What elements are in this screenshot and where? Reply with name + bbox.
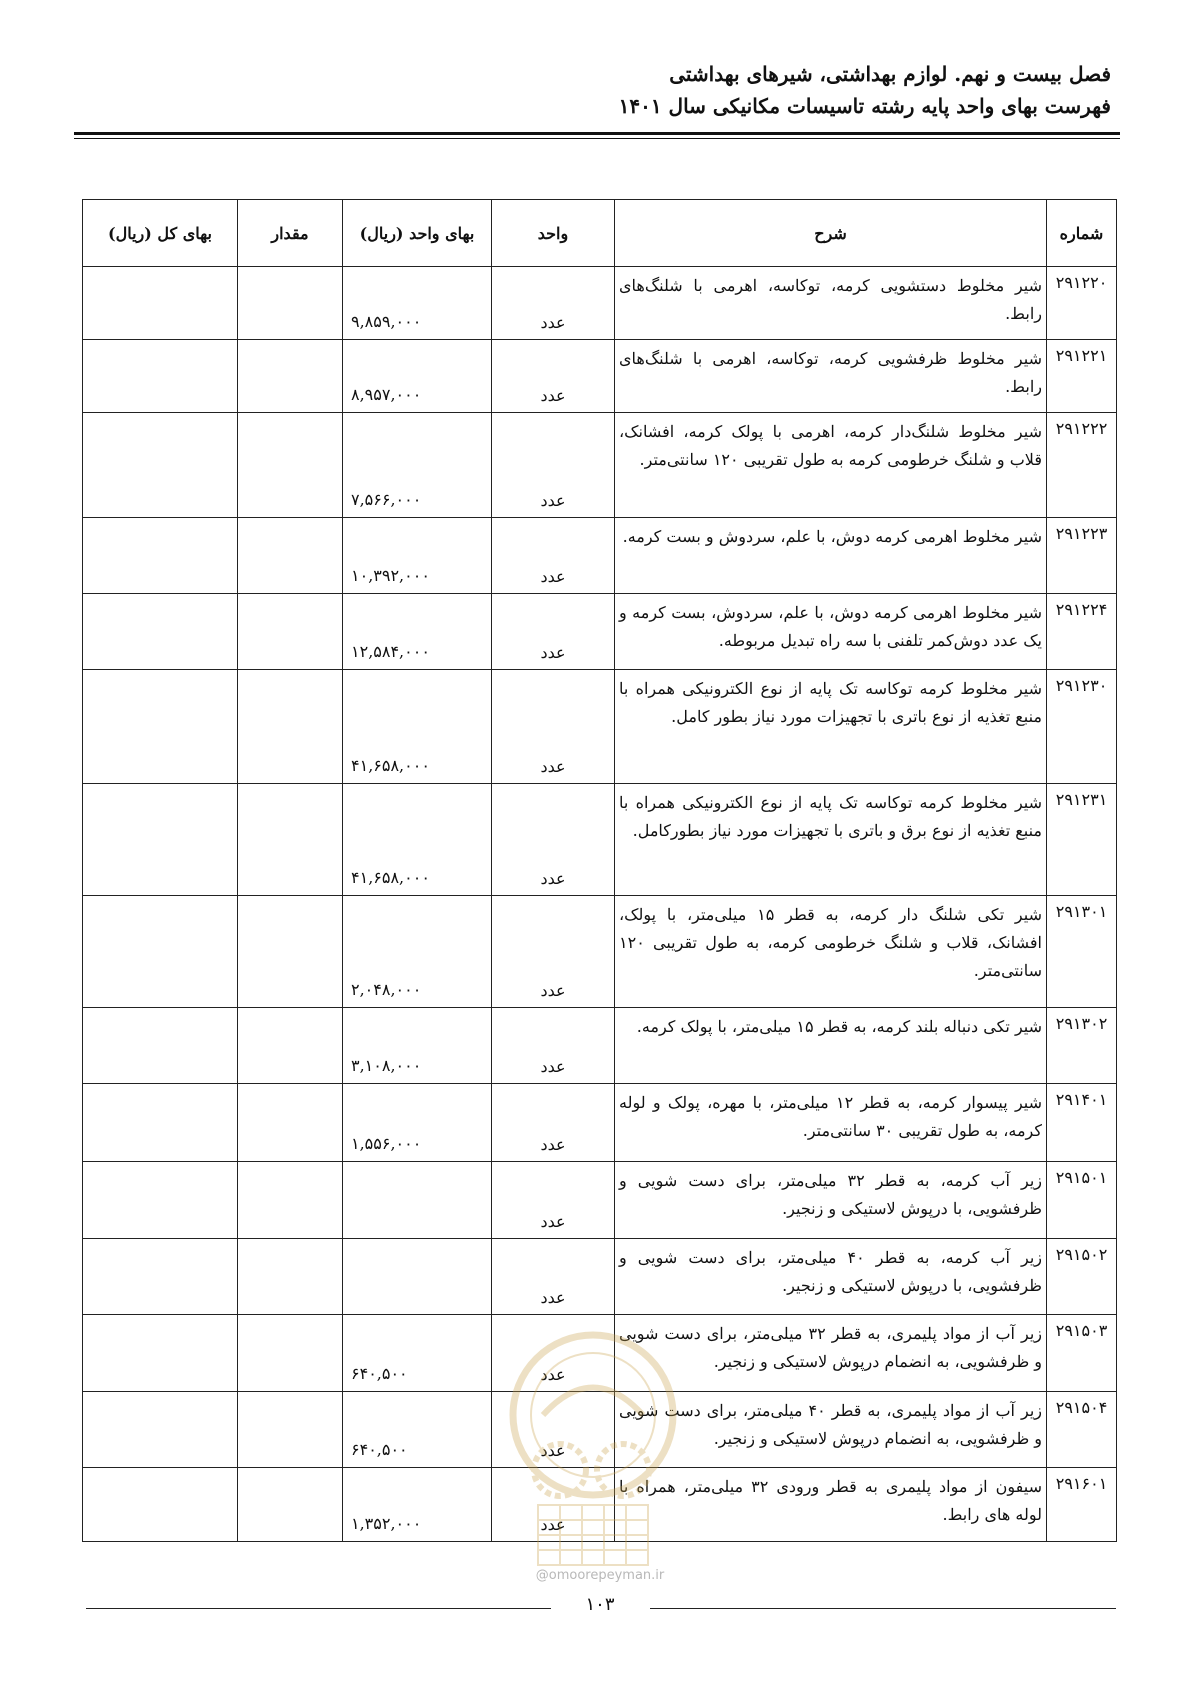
- item-unit: عدد: [492, 1392, 615, 1468]
- item-number: ۲۹۱۴۰۱: [1047, 1084, 1117, 1162]
- item-total-price: [83, 1084, 238, 1162]
- item-description: شیر تکی دنباله بلند کرمه، به قطر ۱۵ میلی‌متر، با پولک کرمه.: [615, 1008, 1047, 1084]
- item-unit-price: ۱,۵۵۶,۰۰۰: [343, 1084, 492, 1162]
- item-unit: عدد: [492, 594, 615, 670]
- item-unit: عدد: [492, 1084, 615, 1162]
- item-description: شیر مخلوط اهرمی کرمه دوش، با علم، سردوش و بست کرمه.: [615, 518, 1047, 594]
- item-quantity: [238, 1162, 343, 1239]
- header-rule-thin: [74, 138, 1120, 139]
- footer-rule-left: [86, 1608, 551, 1609]
- table-row: [83, 1008, 1117, 1084]
- item-quantity: [238, 267, 343, 340]
- table-row: [83, 340, 1117, 413]
- item-number: ۲۹۱۲۲۲: [1047, 413, 1117, 518]
- footer-rule-right: [650, 1608, 1116, 1609]
- item-quantity: [238, 670, 343, 784]
- item-total-price: [83, 1392, 238, 1468]
- item-quantity: [238, 340, 343, 413]
- item-unit-price: ۶۴۰,۵۰۰: [343, 1392, 492, 1468]
- table-row: [83, 1392, 1117, 1468]
- item-description: زیر آب کرمه، به قطر ۳۲ میلی‌متر، برای دست شویی و ظرفشویی، با درپوش لاستیکی و زنجیر.: [615, 1162, 1047, 1239]
- column-header-unit: واحد: [492, 200, 615, 267]
- item-total-price: [83, 1468, 238, 1542]
- item-unit-price: ۹,۸۵۹,۰۰۰: [343, 267, 492, 340]
- item-unit-price: [343, 1162, 492, 1239]
- item-description: شیر مخلوط کرمه توکاسه تک پایه از نوع الکترونیکی همراه با منبع تغذیه از نوع برق و باتری با تجهیزات مورد نیاز بطورکامل.: [615, 784, 1047, 896]
- item-total-price: [83, 1162, 238, 1239]
- item-unit-price: ۸,۹۵۷,۰۰۰: [343, 340, 492, 413]
- item-description: شیر مخلوط اهرمی کرمه دوش، با علم، سردوش، بست کرمه و یک عدد دوش‌کمر تلفنی با سه راه تبدیل مربوطه.: [615, 594, 1047, 670]
- item-quantity: [238, 1315, 343, 1392]
- item-unit: عدد: [492, 1315, 615, 1392]
- item-quantity: [238, 896, 343, 1008]
- table-row: [83, 1468, 1117, 1542]
- item-unit-price: ۱۰,۳۹۲,۰۰۰: [343, 518, 492, 594]
- item-quantity: [238, 413, 343, 518]
- item-total-price: [83, 340, 238, 413]
- table-row: [83, 1084, 1117, 1162]
- item-description: شیر مخلوط شلنگ‌دار کرمه، اهرمی با پولک کرمه، افشانک، قلاب و شلنگ خرطومی کرمه به طول تقریبی ۱۲۰ سانتی‌متر.: [615, 413, 1047, 518]
- item-unit-price: ۲,۰۴۸,۰۰۰: [343, 896, 492, 1008]
- item-unit: عدد: [492, 1239, 615, 1315]
- item-total-price: [83, 267, 238, 340]
- item-quantity: [238, 1239, 343, 1315]
- item-unit: عدد: [492, 896, 615, 1008]
- table-row: [83, 784, 1117, 896]
- item-unit-price: ۳,۱۰۸,۰۰۰: [343, 1008, 492, 1084]
- table-row: [83, 896, 1117, 1008]
- item-number: ۲۹۱۲۲۴: [1047, 594, 1117, 670]
- item-total-price: [83, 1008, 238, 1084]
- item-description: شیر مخلوط دستشویی کرمه، توکاسه، اهرمی با شلنگ‌های رابط.: [615, 267, 1047, 340]
- item-description: شیر مخلوط کرمه توکاسه تک پایه از نوع الکترونیکی همراه با منبع تغذیه از نوع باتری با تجهیزات مورد نیاز بطور کامل.: [615, 670, 1047, 784]
- item-quantity: [238, 1084, 343, 1162]
- item-number: ۲۹۱۲۳۱: [1047, 784, 1117, 896]
- table-row: [83, 670, 1117, 784]
- item-quantity: [238, 1392, 343, 1468]
- item-unit-price: ۴۱,۶۵۸,۰۰۰: [343, 670, 492, 784]
- item-total-price: [83, 1239, 238, 1315]
- chapter-title: فصل بیست و نهم. لوازم بهداشتی، شیرهای بهداشتی: [669, 62, 1111, 86]
- item-total-price: [83, 670, 238, 784]
- item-unit: عدد: [492, 1468, 615, 1542]
- item-unit: عدد: [492, 670, 615, 784]
- item-number: ۲۹۱۶۰۱: [1047, 1468, 1117, 1542]
- table-row: [83, 518, 1117, 594]
- column-header-number: شماره: [1047, 200, 1117, 267]
- item-quantity: [238, 518, 343, 594]
- price-list-title: فهرست بهای واحد پایه رشته تاسیسات مکانیکی سال ۱۴۰۱: [618, 94, 1111, 118]
- column-header-quantity: مقدار: [238, 200, 343, 267]
- item-quantity: [238, 1008, 343, 1084]
- table-row: [83, 413, 1117, 518]
- item-unit: عدد: [492, 413, 615, 518]
- item-number: ۲۹۱۵۰۳: [1047, 1315, 1117, 1392]
- item-unit-price: ۱,۳۵۲,۰۰۰: [343, 1468, 492, 1542]
- item-description: سیفون از مواد پلیمری به قطر ورودی ۳۲ میلی‌متر، همراه با لوله های رابط.: [615, 1468, 1047, 1542]
- column-header-total-price: بهای کل (ریال): [83, 200, 238, 267]
- item-number: ۲۹۱۵۰۲: [1047, 1239, 1117, 1315]
- page-number: ۱۰۳: [585, 1594, 615, 1615]
- item-unit-price: ۶۴۰,۵۰۰: [343, 1315, 492, 1392]
- item-total-price: [83, 784, 238, 896]
- table-row: [83, 1162, 1117, 1239]
- item-unit-price: ۴۱,۶۵۸,۰۰۰: [343, 784, 492, 896]
- item-unit: عدد: [492, 1008, 615, 1084]
- item-total-price: [83, 896, 238, 1008]
- item-total-price: [83, 594, 238, 670]
- price-table: [82, 199, 1117, 1542]
- item-number: ۲۹۱۵۰۱: [1047, 1162, 1117, 1239]
- item-total-price: [83, 518, 238, 594]
- item-total-price: [83, 413, 238, 518]
- item-unit-price: ۱۲,۵۸۴,۰۰۰: [343, 594, 492, 670]
- item-number: ۲۹۱۳۰۱: [1047, 896, 1117, 1008]
- item-unit-price: [343, 1239, 492, 1315]
- item-unit: عدد: [492, 340, 615, 413]
- item-number: ۲۹۱۲۲۰: [1047, 267, 1117, 340]
- table-row: [83, 594, 1117, 670]
- column-header-unit-price: بهای واحد (ریال): [343, 200, 492, 267]
- table-header-row: [83, 200, 1117, 267]
- item-description: شیر مخلوط ظرفشویی کرمه، توکاسه، اهرمی با شلنگ‌های رابط.: [615, 340, 1047, 413]
- item-quantity: [238, 1468, 343, 1542]
- header-rule-thick: [74, 132, 1120, 135]
- item-number: ۲۹۱۳۰۲: [1047, 1008, 1117, 1084]
- item-unit: عدد: [492, 784, 615, 896]
- item-number: ۲۹۱۲۲۳: [1047, 518, 1117, 594]
- item-description: زیر آب کرمه، به قطر ۴۰ میلی‌متر، برای دست شویی و ظرفشویی، با درپوش لاستیکی و زنجیر.: [615, 1239, 1047, 1315]
- item-unit: عدد: [492, 518, 615, 594]
- item-description: شیر پیسوار کرمه، به قطر ۱۲ میلی‌متر، با مهره، پولک و لوله کرمه، به طول تقریبی ۳۰ سانتی‌متر.: [615, 1084, 1047, 1162]
- item-unit-price: ۷,۵۶۶,۰۰۰: [343, 413, 492, 518]
- item-number: ۲۹۱۵۰۴: [1047, 1392, 1117, 1468]
- table-row: [83, 1239, 1117, 1315]
- item-number: ۲۹۱۲۳۰: [1047, 670, 1117, 784]
- item-number: ۲۹۱۲۲۱: [1047, 340, 1117, 413]
- table-row: [83, 267, 1117, 340]
- column-header-description: شرح: [615, 200, 1047, 267]
- watermark-site: @omoorepeyman.ir: [535, 1568, 665, 1583]
- page-header: [71, 58, 1111, 122]
- item-unit: عدد: [492, 267, 615, 340]
- item-description: زیر آب از مواد پلیمری، به قطر ۴۰ میلی‌متر، برای دست شویی و ظرفشویی، به انضمام درپوش لاستیکی و زنجیر.: [615, 1392, 1047, 1468]
- item-description: شیر تکی شلنگ دار کرمه، به قطر ۱۵ میلی‌متر، با پولک، افشانک، قلاب و شلنگ خرطومی کرمه، به طول تقریبی ۱۲۰ سانتی‌متر.: [615, 896, 1047, 1008]
- item-unit: عدد: [492, 1162, 615, 1239]
- item-quantity: [238, 594, 343, 670]
- item-total-price: [83, 1315, 238, 1392]
- item-quantity: [238, 784, 343, 896]
- item-description: زیر آب از مواد پلیمری، به قطر ۳۲ میلی‌متر، برای دست شویی و ظرفشویی، به انضمام درپوش لاستیکی و زنجیر.: [615, 1315, 1047, 1392]
- table-row: [83, 1315, 1117, 1392]
